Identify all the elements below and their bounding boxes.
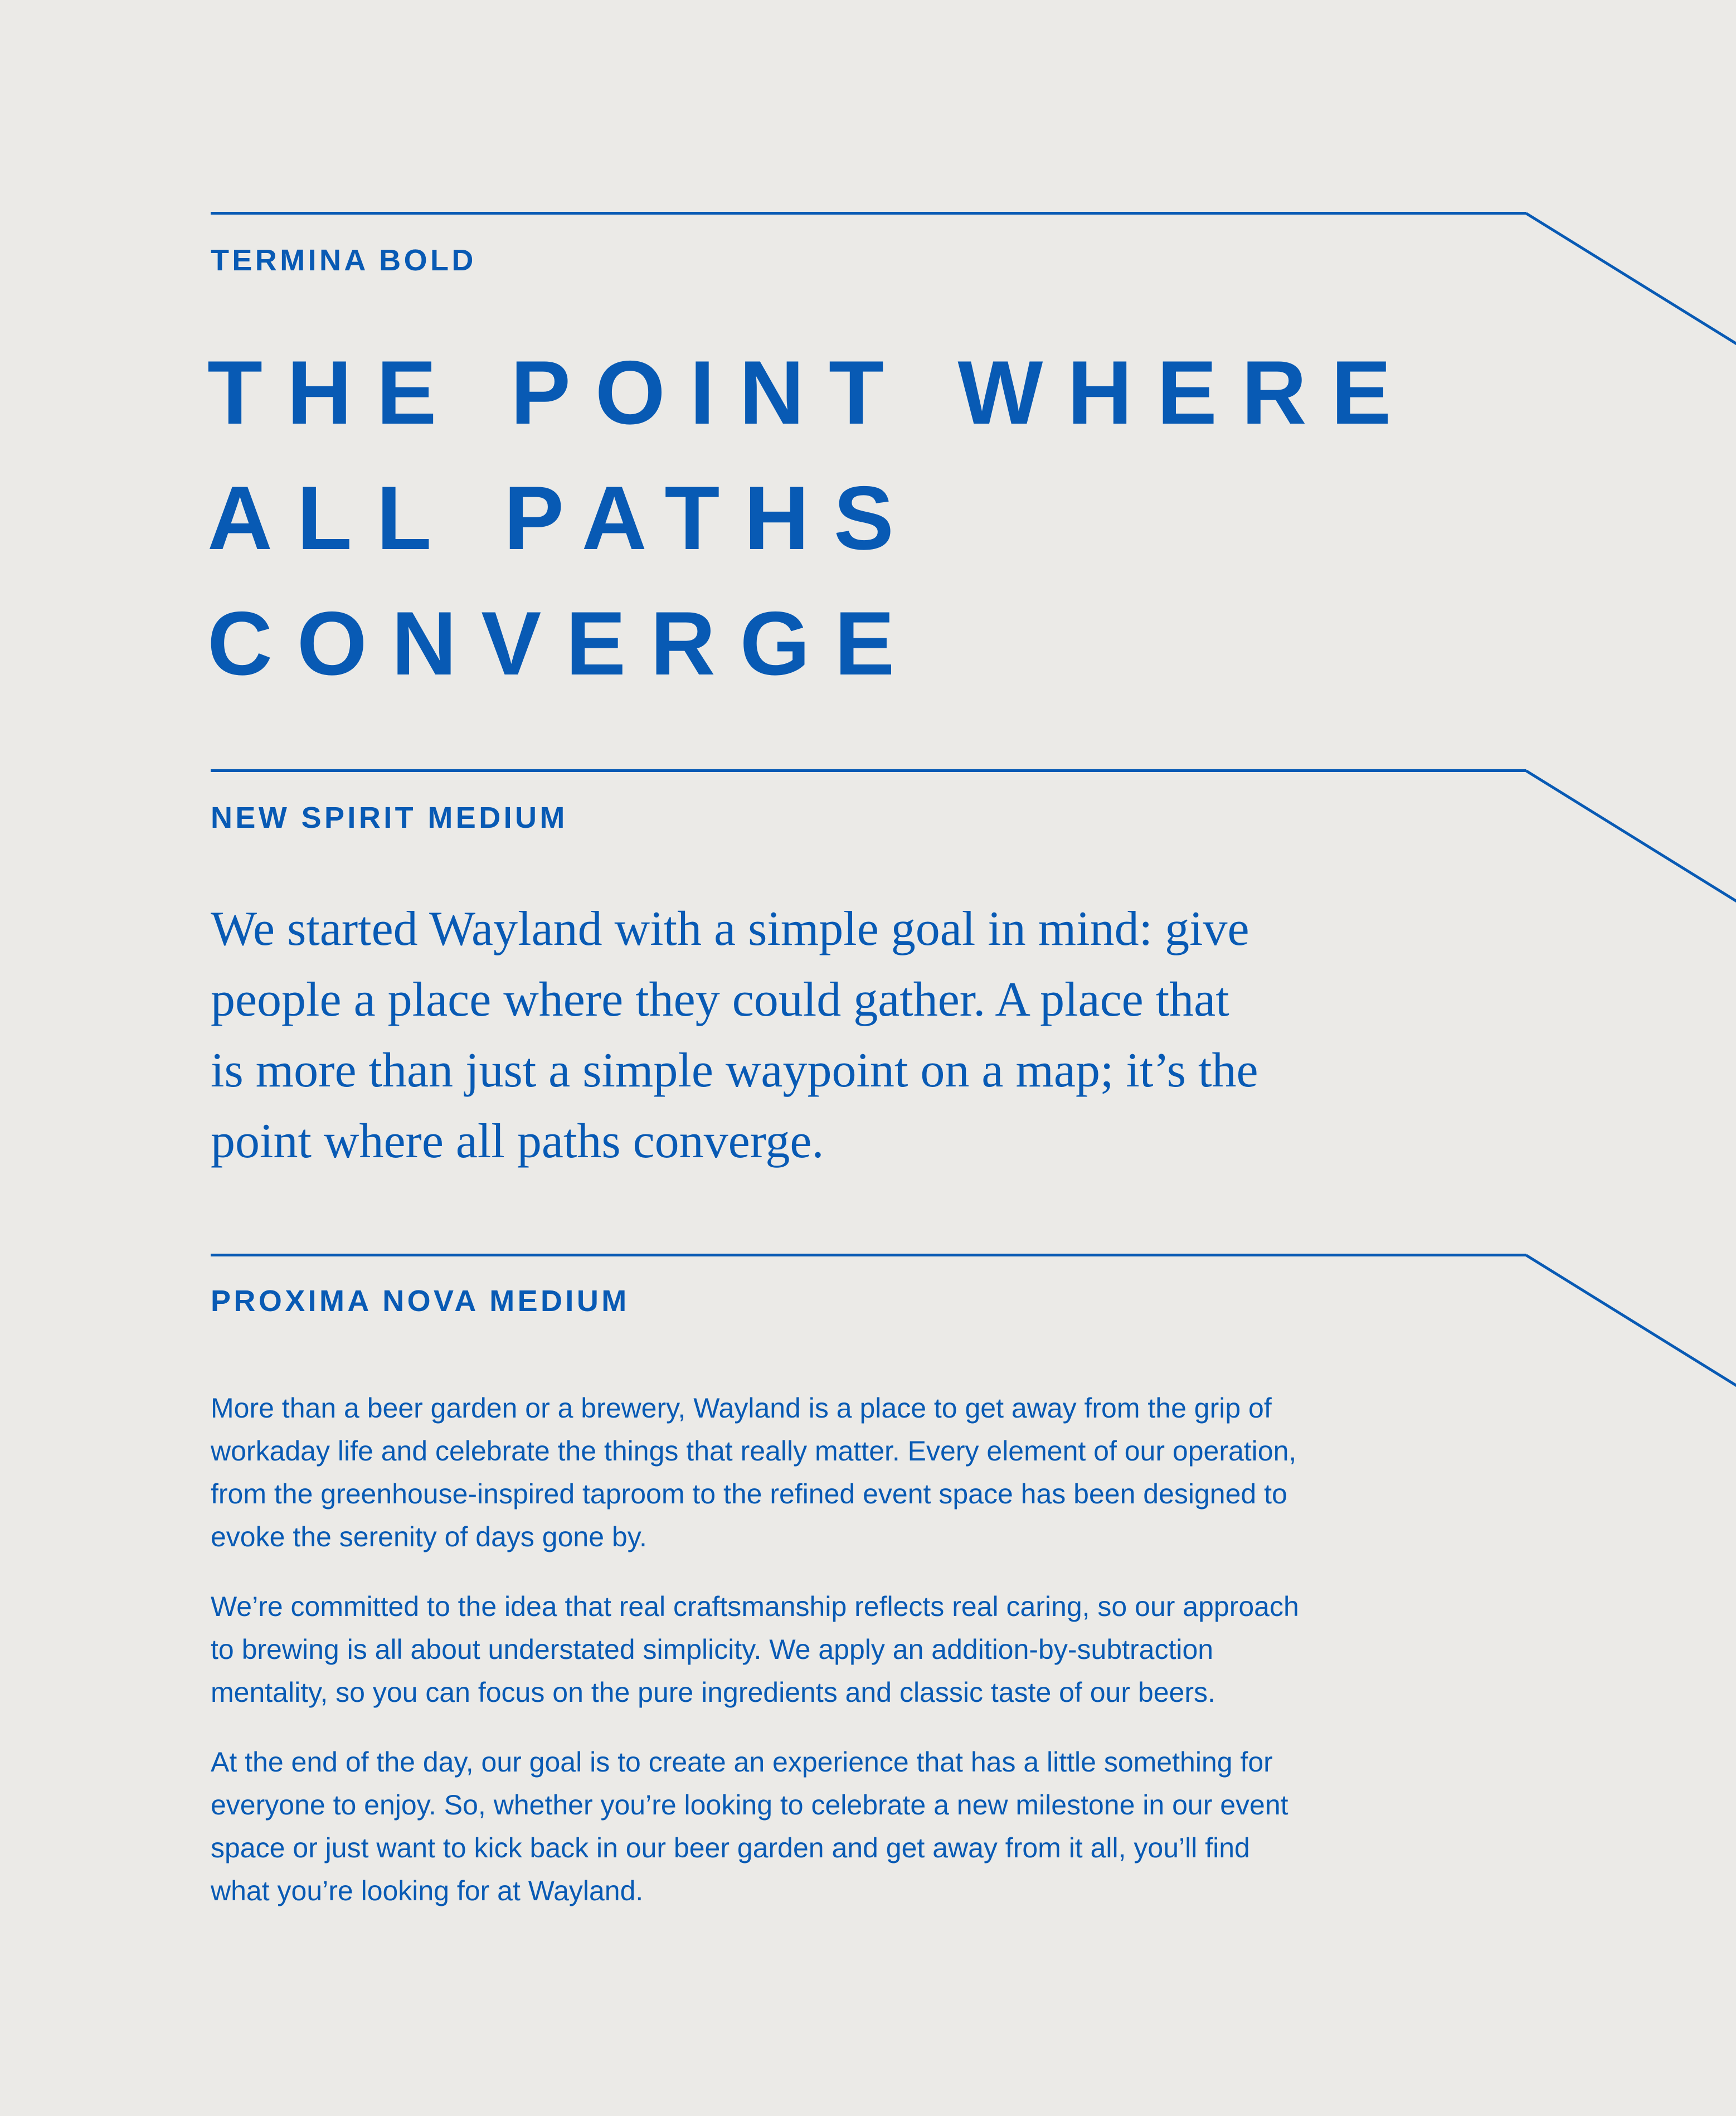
body-paragraph-2 (211, 1585, 1299, 1714)
intro-line-3: is more than just a simple waypoint on a map; it’s the (211, 1044, 1258, 1098)
body-p2-line-3: mentality, so you can focus on the pure ingredients and classic taste of our beers. (211, 1677, 1215, 1708)
heading-line-3: CONVERGE (207, 593, 920, 694)
body-p2-line-2: to brewing is all about understated simplicity. We apply an addition-by-subtraction (211, 1634, 1214, 1665)
body-p1-line-2: workaday life and celebrate the things that really matter. Every element of our operation, (211, 1435, 1297, 1467)
intro-paragraph (211, 894, 1258, 1177)
body-p1-line-1: More than a beer garden or a brewery, Wayland is a place to get away from the grip of (211, 1392, 1272, 1424)
section-divider-line (211, 212, 1526, 215)
body-p3-line-4: what you’re looking for at Wayland. (211, 1875, 644, 1906)
section-divider-line (211, 769, 1526, 772)
section-divider-diagonal (1525, 1254, 1736, 1389)
body-p3-line-1: At the end of the day, our goal is to create an experience that has a little something for (211, 1746, 1273, 1778)
typeface-label-new-spirit-medium: NEW SPIRIT MEDIUM (211, 801, 568, 834)
display-heading (207, 330, 1416, 706)
intro-line-4: point where all paths converge. (211, 1114, 824, 1168)
intro-line-1: We started Wayland with a simple goal in mind: give (211, 902, 1249, 956)
body-p3-line-3: space or just want to kick back in our beer garden and get away from it all, you’ll find (211, 1832, 1250, 1863)
intro-line-2: people a place where they could gather. A place that (211, 973, 1229, 1027)
section-divider-line (211, 1254, 1526, 1256)
heading-line-1: THE POINT WHERE (207, 342, 1416, 443)
section-divider-diagonal (1525, 212, 1736, 347)
body-p1-line-3: from the greenhouse-inspired taproom to the refined event space has been designed to (211, 1478, 1287, 1510)
body-p2-line-1: We’re committed to the idea that real craftsmanship reflects real caring, so our approach (211, 1591, 1299, 1622)
body-p3-line-2: everyone to enjoy. So, whether you’re looking to celebrate a new milestone in our event (211, 1789, 1288, 1821)
body-paragraph-3 (211, 1741, 1288, 1913)
typeface-label-termina-bold: TERMINA BOLD (211, 244, 476, 277)
body-p1-line-4: evoke the serenity of days gone by. (211, 1521, 647, 1552)
section-divider-diagonal (1525, 769, 1736, 904)
typeface-label-proxima-nova-medium: PROXIMA NOVA MEDIUM (211, 1284, 630, 1318)
heading-line-2: ALL PATHS (207, 468, 918, 569)
body-paragraph-1 (211, 1387, 1296, 1559)
